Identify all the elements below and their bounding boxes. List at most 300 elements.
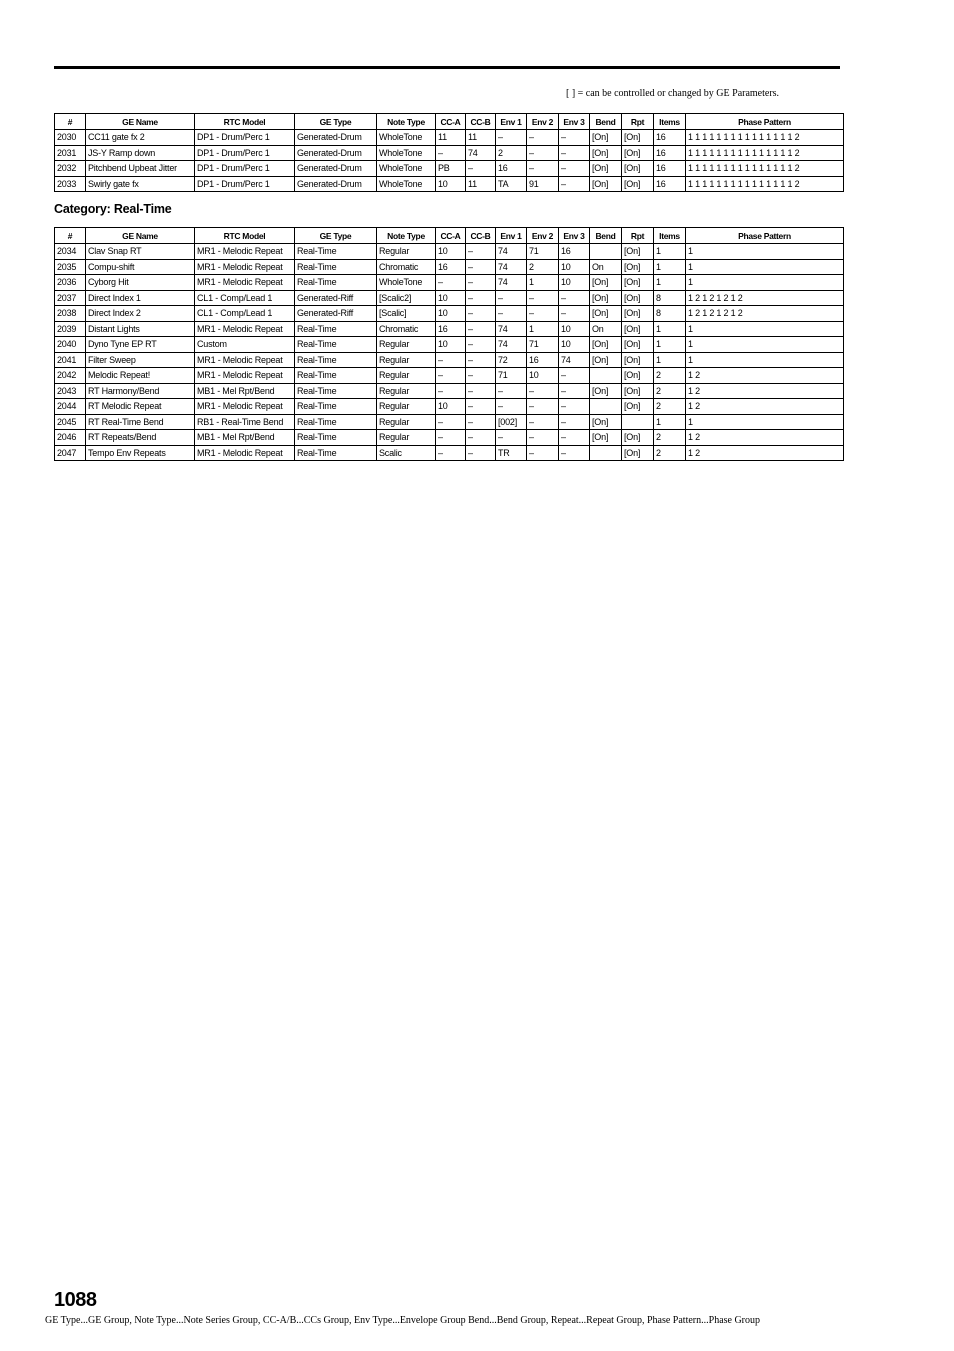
table-cell: 11: [436, 130, 466, 146]
table-cell: –: [559, 290, 590, 306]
table-cell: 16: [654, 145, 686, 161]
table-cell: RT Melodic Repeat: [86, 399, 195, 415]
table-cell: WholeTone: [377, 130, 436, 146]
column-header: Bend: [590, 228, 622, 244]
table-cell: –: [559, 176, 590, 192]
table-cell: 16: [654, 130, 686, 146]
table-header-row: [55, 114, 844, 130]
table-cell: 2036: [55, 275, 86, 291]
table-cell: –: [527, 430, 559, 446]
ge-table-drum: [54, 113, 844, 192]
column-header: Env 3: [559, 228, 590, 244]
table-cell: 16: [654, 161, 686, 177]
table-cell: –: [527, 161, 559, 177]
table-row: [55, 275, 844, 291]
table-cell: –: [527, 130, 559, 146]
table-cell: [On]: [622, 275, 654, 291]
column-header: GE Type: [295, 228, 377, 244]
table-cell: –: [527, 290, 559, 306]
top-rule: [54, 66, 840, 69]
table-cell: [On]: [622, 352, 654, 368]
table-cell: 16: [654, 176, 686, 192]
column-header: Items: [654, 228, 686, 244]
table-row: [55, 321, 844, 337]
table-cell: 10: [436, 337, 466, 353]
table-cell: Real-Time: [295, 259, 377, 275]
table-cell: DP1 - Drum/Perc 1: [195, 161, 295, 177]
table-row: [55, 368, 844, 384]
table-cell: 2: [654, 399, 686, 415]
column-header: CC-A: [436, 228, 466, 244]
column-header: GE Name: [86, 114, 195, 130]
table-cell: 74: [496, 337, 527, 353]
table-cell: 10: [559, 275, 590, 291]
table-cell: RT Real-Time Bend: [86, 414, 195, 430]
table-row: [55, 399, 844, 415]
table-cell: WholeTone: [377, 161, 436, 177]
table-cell: [On]: [590, 275, 622, 291]
table-cell: –: [466, 445, 496, 461]
page-number: 1088: [54, 1289, 97, 1311]
table-cell: Generated-Riff: [295, 290, 377, 306]
table-cell: 10: [436, 306, 466, 322]
table-cell: Cyborg Hit: [86, 275, 195, 291]
table-cell: MR1 - Melodic Repeat: [195, 352, 295, 368]
table-cell: 74: [466, 145, 496, 161]
table-cell: Pitchbend Upbeat Jitter: [86, 161, 195, 177]
table-cell: –: [466, 321, 496, 337]
table-cell: –: [466, 290, 496, 306]
table-cell: [590, 445, 622, 461]
table-cell: Dyno Tyne EP RT: [86, 337, 195, 353]
table-cell: [On]: [622, 306, 654, 322]
table-cell: CL1 - Comp/Lead 1: [195, 306, 295, 322]
table-cell: –: [559, 161, 590, 177]
table-cell: 8: [654, 290, 686, 306]
table-row: [55, 161, 844, 177]
table-cell: Real-Time: [295, 414, 377, 430]
column-header: RTC Model: [195, 228, 295, 244]
table-cell: RT Repeats/Bend: [86, 430, 195, 446]
table-cell: [On]: [590, 290, 622, 306]
table-cell: –: [466, 368, 496, 384]
table-header-row: [55, 228, 844, 244]
table-cell: 1: [686, 321, 844, 337]
table-cell: –: [559, 399, 590, 415]
table-cell: Chromatic: [377, 259, 436, 275]
table-cell: 71: [527, 244, 559, 260]
table-cell: 1 1 1 1 1 1 1 1 1 1 1 1 1 1 1 2: [686, 145, 844, 161]
table-cell: [On]: [622, 337, 654, 353]
table-cell: 2037: [55, 290, 86, 306]
table-cell: –: [527, 445, 559, 461]
table-cell: 2043: [55, 383, 86, 399]
table-cell: CC11 gate fx 2: [86, 130, 195, 146]
table-cell: 2035: [55, 259, 86, 275]
column-header: CC-A: [436, 114, 466, 130]
table-cell: –: [559, 430, 590, 446]
table-body: [55, 130, 844, 192]
table-cell: Compu-shift: [86, 259, 195, 275]
table-cell: Direct Index 1: [86, 290, 195, 306]
table-cell: 8: [654, 306, 686, 322]
column-header: Note Type: [377, 114, 436, 130]
column-header: Note Type: [377, 228, 436, 244]
table-cell: 1: [654, 337, 686, 353]
table-cell: –: [527, 306, 559, 322]
table-cell: –: [559, 130, 590, 146]
table-cell: [On]: [622, 321, 654, 337]
table-cell: 2: [654, 368, 686, 384]
table-cell: MR1 - Melodic Repeat: [195, 399, 295, 415]
column-header: Env 2: [527, 114, 559, 130]
table-cell: Real-Time: [295, 244, 377, 260]
table-cell: 2042: [55, 368, 86, 384]
table-cell: –: [496, 130, 527, 146]
column-header: Phase Pattern: [686, 114, 844, 130]
table-row: [55, 445, 844, 461]
table-row: [55, 414, 844, 430]
table-cell: –: [436, 430, 466, 446]
table-cell: [On]: [590, 306, 622, 322]
table-cell: On: [590, 321, 622, 337]
table-cell: 1 2: [686, 430, 844, 446]
table-cell: 10: [559, 337, 590, 353]
table-row: [55, 290, 844, 306]
table-cell: 72: [496, 352, 527, 368]
table-cell: 10: [436, 399, 466, 415]
table-cell: 2039: [55, 321, 86, 337]
column-header: RTC Model: [195, 114, 295, 130]
table-cell: 2032: [55, 161, 86, 177]
table-cell: 10: [436, 244, 466, 260]
table-cell: 74: [496, 244, 527, 260]
column-header: Phase Pattern: [686, 228, 844, 244]
table-cell: 2044: [55, 399, 86, 415]
table-cell: [On]: [622, 161, 654, 177]
table-cell: WholeTone: [377, 176, 436, 192]
table-cell: Generated-Drum: [295, 130, 377, 146]
table-cell: –: [436, 145, 466, 161]
table-cell: Real-Time: [295, 352, 377, 368]
table-cell: [On]: [590, 337, 622, 353]
table-cell: 1: [527, 275, 559, 291]
table-cell: 1: [654, 275, 686, 291]
table-cell: 74: [496, 275, 527, 291]
table-cell: TR: [496, 445, 527, 461]
table-cell: Generated-Drum: [295, 145, 377, 161]
table-cell: –: [466, 352, 496, 368]
table-cell: Real-Time: [295, 321, 377, 337]
table-cell: [On]: [622, 290, 654, 306]
table-cell: RB1 - Real-Time Bend: [195, 414, 295, 430]
table-cell: [On]: [590, 176, 622, 192]
table-cell: 2045: [55, 414, 86, 430]
table-cell: Chromatic: [377, 321, 436, 337]
table-cell: 2034: [55, 244, 86, 260]
table-cell: 74: [496, 321, 527, 337]
table-cell: [002]: [496, 414, 527, 430]
table-cell: 16: [436, 321, 466, 337]
table-cell: 71: [496, 368, 527, 384]
table-cell: –: [527, 145, 559, 161]
table-cell: 1: [654, 414, 686, 430]
table-cell: –: [436, 383, 466, 399]
table-cell: 2031: [55, 145, 86, 161]
table-cell: 2: [527, 259, 559, 275]
table-cell: 16: [496, 161, 527, 177]
table-cell: –: [466, 430, 496, 446]
table-cell: Real-Time: [295, 445, 377, 461]
table-cell: –: [559, 306, 590, 322]
table-cell: –: [496, 290, 527, 306]
table-cell: –: [466, 161, 496, 177]
table-cell: DP1 - Drum/Perc 1: [195, 145, 295, 161]
table-cell: [590, 399, 622, 415]
table-cell: Swirly gate fx: [86, 176, 195, 192]
table-cell: Generated-Riff: [295, 306, 377, 322]
table-cell: 10: [559, 259, 590, 275]
table-cell: Clav Snap RT: [86, 244, 195, 260]
table-cell: 74: [559, 352, 590, 368]
table-cell: [590, 368, 622, 384]
table-cell: 16: [527, 352, 559, 368]
table-cell: [On]: [622, 445, 654, 461]
table-cell: –: [466, 383, 496, 399]
footer-note: GE Type...GE Group, Note Type...Note Series Group, CC-A/B...CCs Group, Env Type...Envelope Group Bend...Bend Group, Repeat...Repeat Group, Phase Pattern...Phase Group: [45, 1315, 761, 1326]
table-cell: 11: [466, 176, 496, 192]
table-cell: –: [496, 399, 527, 415]
table-cell: CL1 - Comp/Lead 1: [195, 290, 295, 306]
table-cell: 1: [654, 352, 686, 368]
table-cell: [On]: [622, 145, 654, 161]
column-header: #: [55, 114, 86, 130]
table-cell: 2041: [55, 352, 86, 368]
table-cell: WholeTone: [377, 275, 436, 291]
table-cell: Direct Index 2: [86, 306, 195, 322]
table-row: [55, 130, 844, 146]
table-cell: Regular: [377, 430, 436, 446]
table-cell: 10: [559, 321, 590, 337]
table-cell: 2: [654, 383, 686, 399]
table-cell: Filter Sweep: [86, 352, 195, 368]
table-cell: 16: [436, 259, 466, 275]
table-cell: 1: [654, 244, 686, 260]
table-cell: 1: [686, 352, 844, 368]
table-cell: [On]: [590, 430, 622, 446]
table-cell: [Scalic]: [377, 306, 436, 322]
table-cell: Distant Lights: [86, 321, 195, 337]
table-cell: 2038: [55, 306, 86, 322]
table-cell: –: [466, 306, 496, 322]
table-cell: –: [559, 368, 590, 384]
table-cell: 2: [654, 445, 686, 461]
table-cell: MR1 - Melodic Repeat: [195, 368, 295, 384]
table-cell: –: [496, 306, 527, 322]
table-cell: Regular: [377, 399, 436, 415]
table-cell: Regular: [377, 244, 436, 260]
table-cell: –: [436, 352, 466, 368]
legend-note: [ ] = can be controlled or changed by GE Parameters.: [566, 88, 780, 99]
table-cell: 1 2: [686, 399, 844, 415]
table-cell: 1 2 1 2 1 2 1 2: [686, 306, 844, 322]
table-cell: –: [466, 259, 496, 275]
table-cell: 1 1 1 1 1 1 1 1 1 1 1 1 1 1 1 2: [686, 161, 844, 177]
table-row: [55, 306, 844, 322]
table-cell: –: [436, 275, 466, 291]
column-header: Env 2: [527, 228, 559, 244]
section-title: Category: Real-Time: [54, 202, 172, 216]
table-cell: [On]: [590, 130, 622, 146]
table-cell: 1: [686, 259, 844, 275]
column-header: CC-B: [466, 228, 496, 244]
table-cell: Regular: [377, 352, 436, 368]
table-cell: 10: [436, 290, 466, 306]
table-cell: 1: [686, 275, 844, 291]
table-cell: [On]: [622, 176, 654, 192]
table-cell: [590, 244, 622, 260]
table-cell: 2040: [55, 337, 86, 353]
table-cell: –: [496, 383, 527, 399]
table-cell: Regular: [377, 337, 436, 353]
table-cell: DP1 - Drum/Perc 1: [195, 130, 295, 146]
table-row: [55, 244, 844, 260]
table-cell: MR1 - Melodic Repeat: [195, 321, 295, 337]
column-header: Items: [654, 114, 686, 130]
table-cell: 2033: [55, 176, 86, 192]
table-cell: [On]: [590, 383, 622, 399]
table-cell: [On]: [590, 352, 622, 368]
table-body: [55, 244, 844, 461]
table-cell: –: [436, 414, 466, 430]
table-cell: –: [559, 383, 590, 399]
table-cell: MR1 - Melodic Repeat: [195, 275, 295, 291]
table-cell: Regular: [377, 383, 436, 399]
table-cell: MR1 - Melodic Repeat: [195, 244, 295, 260]
table-cell: Custom: [195, 337, 295, 353]
table-cell: [On]: [622, 244, 654, 260]
table-cell: –: [527, 399, 559, 415]
table-cell: –: [559, 145, 590, 161]
table-cell: 1 1 1 1 1 1 1 1 1 1 1 1 1 1 1 2: [686, 130, 844, 146]
table-cell: –: [527, 414, 559, 430]
table-cell: Real-Time: [295, 368, 377, 384]
table-cell: –: [466, 275, 496, 291]
table-cell: –: [466, 337, 496, 353]
table-row: [55, 176, 844, 192]
table-cell: –: [466, 414, 496, 430]
table-cell: Real-Time: [295, 275, 377, 291]
table-cell: Generated-Drum: [295, 176, 377, 192]
table-cell: Tempo Env Repeats: [86, 445, 195, 461]
column-header: Env 1: [496, 228, 527, 244]
table-cell: 1: [686, 244, 844, 260]
column-header: Rpt: [622, 228, 654, 244]
table-cell: –: [436, 445, 466, 461]
table-cell: MB1 - Mel Rpt/Bend: [195, 430, 295, 446]
table-cell: 74: [496, 259, 527, 275]
table-cell: 10: [436, 176, 466, 192]
table-cell: RT Harmony/Bend: [86, 383, 195, 399]
table-cell: Real-Time: [295, 430, 377, 446]
table-cell: Scalic: [377, 445, 436, 461]
table-cell: 2: [496, 145, 527, 161]
table-row: [55, 337, 844, 353]
table-cell: MR1 - Melodic Repeat: [195, 445, 295, 461]
table-cell: Melodic Repeat!: [86, 368, 195, 384]
column-header: Env 1: [496, 114, 527, 130]
table-cell: 71: [527, 337, 559, 353]
table-cell: Regular: [377, 368, 436, 384]
table-cell: MB1 - Mel Rpt/Bend: [195, 383, 295, 399]
table-cell: 2030: [55, 130, 86, 146]
table-cell: TA: [496, 176, 527, 192]
table-cell: [On]: [622, 383, 654, 399]
table-cell: 2046: [55, 430, 86, 446]
table-cell: [On]: [590, 414, 622, 430]
column-header: Env 3: [559, 114, 590, 130]
column-header: GE Name: [86, 228, 195, 244]
table-cell: [Scalic2]: [377, 290, 436, 306]
table-cell: 2: [654, 430, 686, 446]
table-cell: Real-Time: [295, 399, 377, 415]
table-cell: –: [559, 414, 590, 430]
table-cell: 1 2: [686, 368, 844, 384]
table-cell: 16: [559, 244, 590, 260]
table-cell: Regular: [377, 414, 436, 430]
table-cell: 1 2: [686, 445, 844, 461]
column-header: GE Type: [295, 114, 377, 130]
table-cell: 1 2 1 2 1 2 1 2: [686, 290, 844, 306]
ge-table-realtime: [54, 227, 844, 461]
table-cell: [On]: [622, 368, 654, 384]
table-cell: [On]: [622, 130, 654, 146]
table-cell: [On]: [622, 259, 654, 275]
table-cell: Real-Time: [295, 383, 377, 399]
table-cell: –: [559, 445, 590, 461]
column-header: CC-B: [466, 114, 496, 130]
table-cell: JS-Y Ramp down: [86, 145, 195, 161]
table-cell: –: [527, 383, 559, 399]
table-row: [55, 430, 844, 446]
table-cell: 1: [527, 321, 559, 337]
table-cell: WholeTone: [377, 145, 436, 161]
table-row: [55, 145, 844, 161]
table-cell: [622, 414, 654, 430]
table-cell: –: [496, 430, 527, 446]
column-header: Bend: [590, 114, 622, 130]
table-cell: –: [466, 399, 496, 415]
table-cell: [On]: [590, 145, 622, 161]
table-cell: On: [590, 259, 622, 275]
table-cell: –: [466, 244, 496, 260]
table-cell: 2047: [55, 445, 86, 461]
table-cell: [On]: [590, 161, 622, 177]
table-cell: DP1 - Drum/Perc 1: [195, 176, 295, 192]
column-header: #: [55, 228, 86, 244]
table-cell: 10: [527, 368, 559, 384]
table-row: [55, 383, 844, 399]
table-cell: 1 1 1 1 1 1 1 1 1 1 1 1 1 1 1 2: [686, 176, 844, 192]
table-cell: Generated-Drum: [295, 161, 377, 177]
table-cell: 1: [686, 337, 844, 353]
table-cell: 1: [686, 414, 844, 430]
table-cell: 1: [654, 259, 686, 275]
table-cell: 91: [527, 176, 559, 192]
table-cell: 1: [654, 321, 686, 337]
table-row: [55, 259, 844, 275]
table-cell: [On]: [622, 430, 654, 446]
